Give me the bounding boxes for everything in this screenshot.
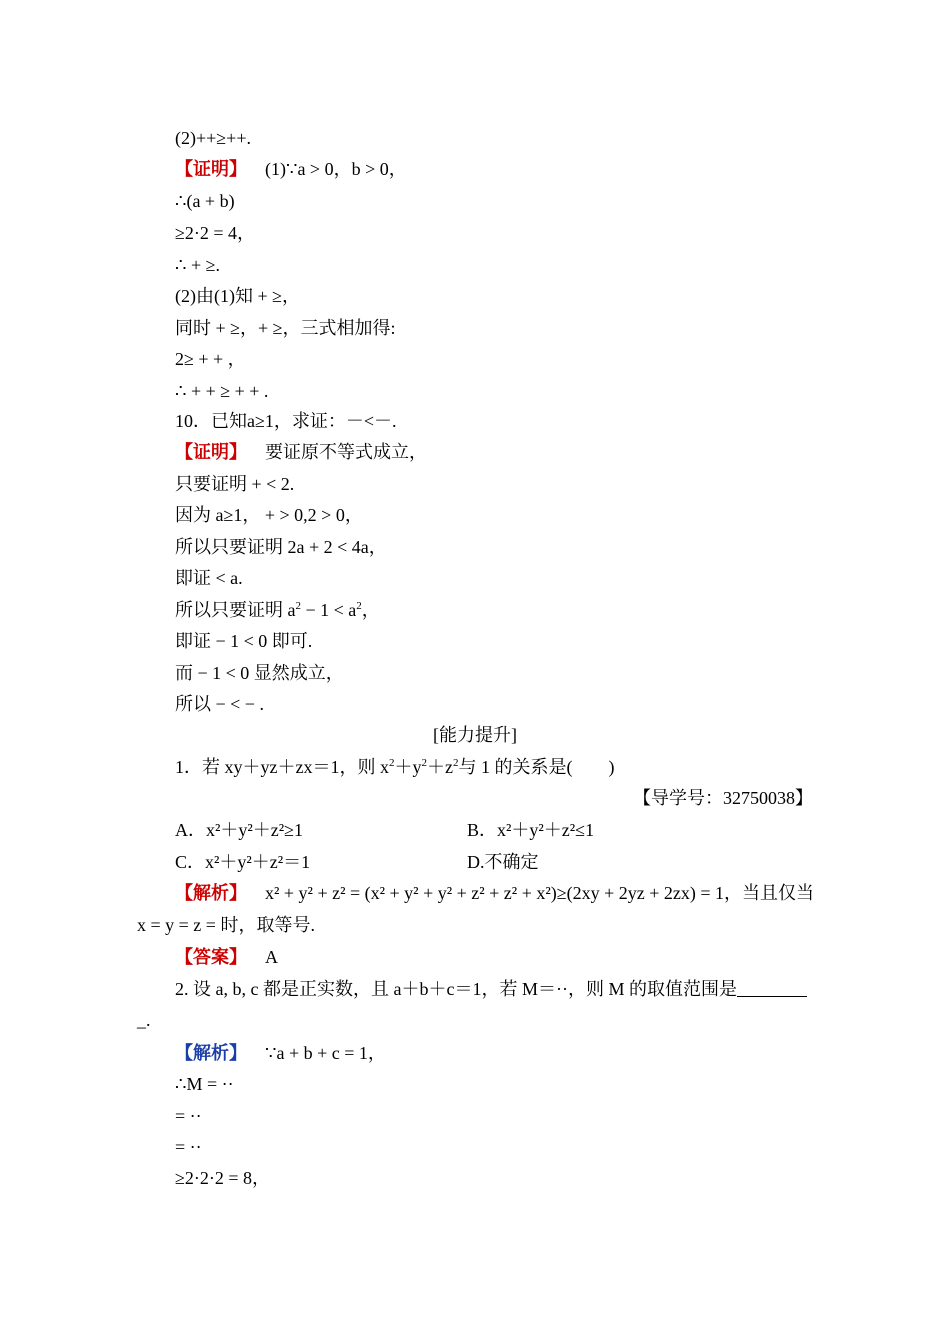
superscript: 2 [421, 757, 427, 769]
text-part: 所以只要证明 a [175, 600, 296, 620]
text-line: = ·· [175, 1106, 202, 1126]
option-c: C．x²＋y²＋z²＝1 [175, 852, 311, 872]
analysis-line [175, 881, 814, 905]
text-line: ∴ + + ≥ + + . [175, 381, 269, 401]
text-line: 而 − 1 < 0 显然成立， [175, 663, 344, 683]
option-d: D.不确定 [467, 852, 539, 872]
text-part: ＋z [426, 757, 453, 777]
question-stem: 2. 设 a, b, c 都是正实数，且 a＋b＋c＝1，若 M＝··，则 M 的取值范围是 [175, 979, 737, 999]
superscript: 2 [356, 600, 362, 612]
option-b: B．x²＋y²＋z²≤1 [467, 820, 595, 840]
text-line: (2)由(1)知 + ≥， [175, 286, 301, 306]
proof-tag: 【证明】 [175, 159, 247, 179]
text-line: 只要证明 + < 2. [175, 474, 295, 494]
question-10: 10．已知a≥1，求证：－<－. [175, 411, 397, 431]
superscript: 2 [452, 757, 459, 769]
text-line: 即证 − 1 < 0 即可. [175, 631, 313, 651]
text-line: (2)++≥++. [175, 128, 251, 148]
analysis-text: x² + y² + z² = (x² + y² + y² + z² + z² + x²)≥(2xy + 2yz + 2zx) = 1，当且仅当 [265, 883, 815, 903]
text-part: 1．若 xy＋yz＋zx＝1，则 x [175, 757, 389, 777]
text-line [175, 598, 380, 622]
text-line: 同时 + ≥，+ ≥，三式相加得: [175, 318, 396, 338]
text-part: 与 1 的关系是( ) [458, 757, 615, 777]
answer-blank [737, 978, 807, 997]
analysis-text: ∵a + b + c = 1， [265, 1043, 386, 1063]
question-2 [175, 977, 807, 1001]
proof-text: 要证原不等式成立， [265, 442, 427, 462]
text-line: 所以 − < − . [175, 694, 264, 714]
analysis-tag: 【解析】 [175, 883, 247, 903]
answer-line [175, 945, 278, 969]
text-line: = ·· [175, 1137, 202, 1157]
text-part: ， [361, 600, 380, 620]
text-line: ≥2·2·2 = 8， [175, 1168, 271, 1188]
proof-tag: 【证明】 [175, 442, 247, 462]
text-line: 因为 a≥1， + > 0,2 > 0， [175, 505, 363, 525]
answer-text: A [265, 947, 278, 967]
superscript: 2 [295, 600, 301, 612]
analysis-tag: 【解析】 [175, 1043, 247, 1063]
text-line: 即证 < a. [175, 568, 243, 588]
option-a: A．x²＋y²＋z²≥1 [175, 820, 304, 840]
text-line: ∴ + ≥. [175, 255, 220, 275]
text-line: 2≥ + + ， [175, 349, 246, 369]
text-part: ＋y [394, 757, 422, 777]
text-part: − 1 < a [301, 600, 357, 620]
text-line: ≥2·2 = 4， [175, 223, 256, 243]
text-line [175, 157, 407, 181]
question-1 [175, 755, 614, 779]
superscript: 2 [388, 757, 395, 769]
analysis-line: x = y = z = 时，取等号. [137, 915, 315, 935]
text-line [175, 440, 427, 464]
proof-text: (1)∵a > 0，b > 0， [265, 159, 407, 179]
text-line: ∴(a + b) [175, 191, 235, 211]
text-line: _. [137, 1010, 151, 1030]
text-line: ∴M = ·· [175, 1074, 234, 1094]
answer-tag: 【答案】 [175, 947, 247, 967]
analysis-line [175, 1041, 386, 1065]
guide-number: 【导学号：32750038】 [633, 788, 813, 808]
text-line: 所以只要证明 2a + 2 < 4a， [175, 537, 387, 557]
section-title: [能力提升] [433, 725, 517, 745]
